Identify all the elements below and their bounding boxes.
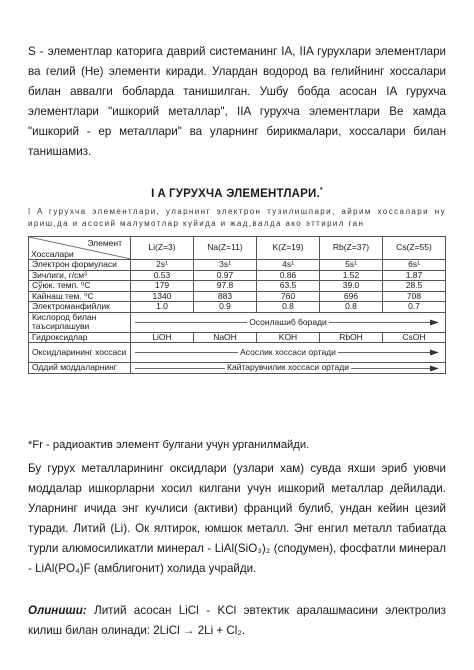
table-cell: 0.9	[194, 302, 257, 313]
table-cell: 2s¹	[131, 260, 194, 271]
obtaining-text: Литий асосан LiCl - KCl эвтектик аралашмасини электролиз килиш билан олинади: 2LiCl → 2Li + Cl₂.	[28, 604, 446, 637]
table-cell: 0.86	[257, 270, 320, 281]
table-row	[29, 260, 446, 271]
table-cell: 760	[257, 291, 320, 302]
table-cell: 1.87	[383, 270, 446, 281]
trend-cell	[131, 343, 446, 363]
row-label: Оддий моддаларнинг	[29, 363, 131, 374]
table-row	[29, 281, 446, 292]
table-row	[29, 291, 446, 302]
row-label: Оксидларининг хоссаси	[29, 343, 131, 363]
corner-label-properties: Хоссалари	[31, 249, 74, 259]
trend-cell	[131, 312, 446, 332]
table-header-row	[29, 237, 446, 260]
table-cell: 1340	[131, 291, 194, 302]
trend-text: Осонлашиб боради	[249, 316, 327, 327]
table-cell: 39.0	[320, 281, 383, 292]
table-cell: 0.97	[194, 270, 257, 281]
obtaining-label: Олиниши:	[28, 604, 87, 617]
element-header: Li(Z=3)	[131, 237, 194, 260]
table-caption: I A гурухча элементлари, уларнинг электрон тузилишлари, айрим хоссалари ну ириш,да и асосий малумотлар куйида и жад,валда ако эттирил ган	[28, 207, 446, 228]
table-row	[29, 302, 446, 313]
element-header: Cs(Z=55)	[383, 237, 446, 260]
table-cell: 28.5	[383, 281, 446, 292]
row-label: Сўюк. темп. ⁰С	[29, 281, 131, 292]
row-label: Зичлиги, г/см³	[29, 270, 131, 281]
table-row-simple-substances	[29, 363, 446, 374]
obtaining-paragraph	[28, 601, 446, 641]
table-cell: 1.0	[131, 302, 194, 313]
table-cell: 1.52	[320, 270, 383, 281]
table-row-oxides	[29, 343, 446, 363]
table-row	[29, 270, 446, 281]
table-cell: KOH	[257, 332, 320, 343]
trend-cell	[131, 363, 446, 374]
footnote-mark: *	[319, 187, 323, 194]
diagonal-corner-cell	[29, 237, 131, 260]
table-cell: 3s¹	[194, 260, 257, 271]
body-paragraph: Бу гурух металларининг оксидлари (узлари хам) сувда яхши эриб уювчи моддалар ишкорларни хосил килгани учун ишкорий металлар дейилади. Уларнинг ичида энг кучлиси (активи) франций булиб, ундан кейин цезий туради. Литий (Li). Ок ялтирок, юмшок металл. Энг енгил металл табиатда турли алюмосиликатли минерал - LiAl(SiO₃)₂ (сподумен), фосфатли минерал - LiAl(PO₄)F (амблигонит) холида учрайди.	[28, 462, 446, 575]
section-title	[0, 187, 474, 200]
table-cell: 696	[320, 291, 383, 302]
table-cell: CsOH	[383, 332, 446, 343]
intro-paragraph: S - элементлар каторига даврий системанинг IA, IIA гурухлари элементлари ва гелий (He) элементи киради. Улардан водород ва гелийнинг хоссалари билан аввалги бобларда танишилган. Ушбу бобда асосан IA гурухча элементлари "ишкорий металлар", IIA гурухча элементлари Be хамда "ишкорий - ер металлари" ва уларнинг бирикмалари, хоссалари билан танишамиз.	[28, 45, 446, 158]
table-cell: 0.7	[383, 302, 446, 313]
table-cell: NaOH	[194, 332, 257, 343]
table-row-oxygen	[29, 312, 446, 332]
table-cell: 179	[131, 281, 194, 292]
table-row-hydroxides	[29, 332, 446, 343]
row-label: Кислород билан таъсирлашуви	[29, 312, 131, 332]
table-cell: LiOH	[131, 332, 194, 343]
table-cell: 0.8	[320, 302, 383, 313]
row-label: Электроманфийлик	[29, 302, 131, 313]
table-cell: 708	[383, 291, 446, 302]
table-cell: RbOH	[320, 332, 383, 343]
table-cell: 0.53	[131, 270, 194, 281]
row-label: Кайнаш тем. ⁰С	[29, 291, 131, 302]
trend-text: Кайтарувчилик хоссаси ортади	[227, 362, 349, 372]
section-title-text: I A ГУРУХЧА ЭЛЕМЕНТЛАРИ.	[151, 187, 320, 200]
table-cell: 4s¹	[257, 260, 320, 271]
table-cell: 63.5	[257, 281, 320, 292]
element-header: K(Z=19)	[257, 237, 320, 260]
properties-table	[28, 236, 446, 374]
corner-label-element: Элемент	[87, 238, 122, 248]
footnote: *Fr - радиоактив элемент булгани учун урганилмайди.	[28, 439, 310, 451]
table-cell: 883	[194, 291, 257, 302]
table-cell: 5s¹	[320, 260, 383, 271]
table-cell: 0.8	[257, 302, 320, 313]
element-header: Rb(Z=37)	[320, 237, 383, 260]
element-header: Na(Z=11)	[194, 237, 257, 260]
trend-text: Асослик хоссаси ортади	[240, 347, 336, 357]
table-cell: 97.8	[194, 281, 257, 292]
row-label: Электрон формуласи	[29, 260, 131, 271]
row-label: Гидроксидлар	[29, 332, 131, 343]
table-cell: 6s¹	[383, 260, 446, 271]
